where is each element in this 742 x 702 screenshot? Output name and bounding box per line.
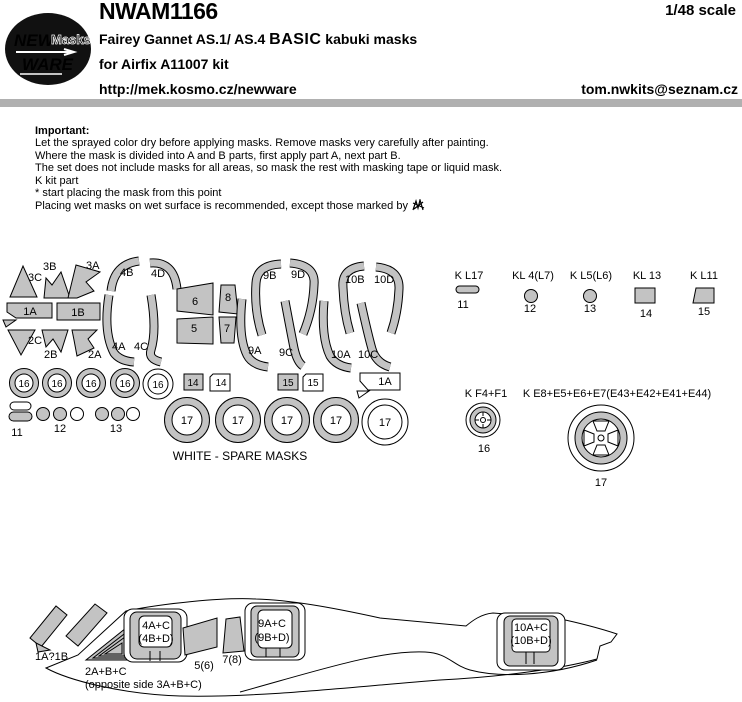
- wheel-hub-16: [465, 388, 508, 455]
- note-line: K kit part: [35, 174, 79, 187]
- kit-part-l17: [455, 270, 484, 311]
- kit-part-l5: [570, 270, 612, 315]
- ring-label-16: 16: [51, 379, 63, 390]
- placement-label-4bd: (4B+D): [138, 633, 174, 645]
- placement-label-10ac: 10A+C: [514, 622, 548, 634]
- mask-part-4a: [107, 295, 134, 362]
- kit-part-label: KL 13: [632, 270, 662, 282]
- mask-ring-17-gray: [265, 398, 310, 443]
- ring-label-17: 17: [329, 415, 343, 427]
- kit-part-l11: [690, 270, 718, 318]
- mask-part-5: [177, 317, 213, 344]
- mask-ring-17-white-spare: [362, 399, 408, 445]
- part-label-6: 6: [191, 296, 199, 308]
- placement-label-props: 1A?1B: [35, 651, 69, 663]
- part-label-4c: 4C: [134, 341, 149, 353]
- wheel-label: K E8+E5+E6+E7(E43+E42+E41+E44): [522, 388, 712, 400]
- scale-label: 1/48 scale: [665, 2, 736, 19]
- mask-ring-16-gray: [10, 369, 39, 398]
- part-label-2a: 2A: [88, 349, 102, 361]
- kit-part-number: 15: [697, 306, 711, 318]
- part-label-2b: 2B: [44, 349, 58, 361]
- placement-label-7: 7(8): [222, 654, 242, 666]
- kit-part-label: K L11: [690, 270, 718, 282]
- product-title: [99, 31, 417, 49]
- placement-label-2abc: 2A+B+C: [85, 666, 127, 678]
- part-label-3a: 3A: [86, 260, 100, 272]
- mask-part-4c: [134, 295, 161, 362]
- mask-part-7: [219, 317, 236, 343]
- mask-part-10d: [374, 267, 399, 333]
- mask-square-14-white-spare: [210, 374, 230, 391]
- note-line-wet: [35, 199, 595, 212]
- part-label-10b: 10B: [345, 274, 365, 286]
- part-label-9c: 9C: [279, 347, 294, 359]
- square-label-15: 15: [282, 378, 294, 389]
- kit-part-label: K L17: [454, 270, 484, 282]
- wheel-17: [523, 388, 711, 489]
- mask-dots-12: [37, 408, 84, 436]
- part-label-8: 8: [224, 292, 232, 304]
- placement-label-5: 5(6): [194, 660, 214, 672]
- logo-text-ware: WARE: [22, 55, 73, 74]
- part-label-5: 5: [190, 323, 198, 335]
- title-suffix: kabuki masks: [321, 31, 418, 47]
- part-label-9d: 9D: [291, 269, 306, 281]
- part-label-9a: 9A: [248, 345, 262, 357]
- mask-part-9c: [279, 301, 303, 366]
- mask-square-15-gray: [278, 374, 298, 390]
- mask-square-14-gray: [184, 374, 203, 390]
- placement-label-4ac: 4A+C: [142, 620, 170, 632]
- mask-ring-16-gray: [111, 369, 140, 398]
- part-label-2c: 2C: [28, 335, 43, 347]
- logo-text-new: NEW: [14, 31, 54, 50]
- placement-label-9bd: (9B+D): [254, 632, 290, 644]
- ring-label-16: 16: [152, 380, 164, 391]
- mask-part-1b: [57, 303, 100, 320]
- kit-subtitle: for Airfix A11007 kit: [99, 56, 229, 72]
- ring-label-17: 17: [180, 415, 194, 427]
- mask-part-6: [177, 283, 213, 315]
- wheel-number: 17: [594, 477, 608, 489]
- canopy-mask-10: [497, 613, 565, 670]
- mask-ring-16-gray: [77, 369, 106, 398]
- wheel-number: 16: [477, 443, 491, 455]
- important-notes: [35, 125, 595, 212]
- canopy-mask-9: [245, 603, 305, 660]
- ring-label-16: 16: [18, 379, 30, 390]
- kit-part-label: K L5(L6): [569, 270, 613, 282]
- product-code: NWAM1166: [99, 0, 218, 24]
- spare-label-1a: 1A: [378, 376, 392, 388]
- part-label-1b: 1B: [71, 307, 85, 319]
- title-basic: BASIC: [269, 31, 322, 48]
- mask-ring-17-gray: [314, 398, 359, 443]
- mask-part-3c: [10, 266, 42, 297]
- kit-part-label: KL 4(L7): [512, 270, 554, 282]
- mask-ring-17-gray: [165, 398, 210, 443]
- kit-part-number: 13: [583, 303, 597, 315]
- small-label-13: 13: [109, 423, 123, 435]
- placement-label-9ac: 9A+C: [258, 618, 286, 630]
- small-label-12: 12: [53, 423, 67, 435]
- part-label-3b: 3B: [43, 261, 57, 273]
- part-label-4d: 4D: [151, 268, 166, 280]
- part-label-4b: 4B: [120, 267, 134, 279]
- mask-ring-16-gray: [43, 369, 72, 398]
- mask-ring-16-white-spare: [143, 369, 173, 399]
- header-divider-bar: [0, 99, 742, 107]
- important-heading: Important:: [35, 125, 90, 137]
- kit-part-l13: [633, 270, 661, 320]
- newware-logo: [2, 6, 96, 90]
- kit-part-number: 12: [523, 303, 537, 315]
- wheel-label: K F4+F1: [464, 388, 508, 400]
- kit-part-l4: [512, 270, 554, 315]
- mask-ring-17-gray: [216, 398, 261, 443]
- mask-part-2b: [42, 330, 68, 361]
- small-label-11: 11: [11, 427, 23, 439]
- note-line: Where the mask is divided into A and B parts, first apply part A, next part B.: [35, 149, 401, 162]
- ring-label-17: 17: [378, 417, 392, 429]
- mask-part-9b: [256, 264, 281, 335]
- ring-label-16: 16: [85, 379, 97, 390]
- mask-dots-13: [96, 408, 140, 436]
- mask-part-2c: [8, 330, 42, 355]
- mask-part-3a: [68, 260, 100, 298]
- contact-email: tom.nwkits@seznam.cz: [581, 81, 738, 97]
- part-label-10d: 10D: [374, 274, 395, 286]
- note-line: * start placing the mask from this point: [35, 187, 222, 200]
- mask-part-3b: [43, 261, 70, 298]
- ring-label-16: 16: [119, 379, 131, 390]
- square-label-14: 14: [215, 378, 227, 389]
- part-label-1a: 1A: [23, 306, 37, 318]
- mask-square-15-white-spare: [303, 374, 323, 391]
- ring-label-17: 17: [231, 415, 245, 427]
- part-label-9b: 9B: [263, 270, 277, 282]
- square-label-14: 14: [187, 378, 199, 389]
- part-label-7: 7: [223, 323, 231, 335]
- mask-part-1a: [3, 303, 52, 327]
- mask-1a-white-spare: [357, 373, 400, 398]
- square-label-15: 15: [307, 378, 319, 389]
- spare-masks-caption: WHITE - SPARE MASKS: [172, 449, 308, 463]
- part-label-4a: 4A: [112, 341, 126, 353]
- part-label-10c: 10C: [358, 349, 379, 361]
- title-prefix: Fairey Gannet AS.1/ AS.4: [99, 31, 270, 47]
- note-line: The set does not include masks for all areas, so mask the rest with masking tape or liquid mask.: [35, 162, 503, 175]
- kit-part-number: 11: [457, 299, 469, 311]
- placement-label-3abc: (opposite side 3A+B+C): [85, 679, 202, 691]
- canopy-mask-4: [124, 609, 187, 662]
- fairing-mask-7: [222, 617, 244, 666]
- note-line-wet-text: Placing wet masks on wet surface is recommended, except those marked by: [35, 199, 408, 212]
- mask-part-4d: [150, 263, 177, 289]
- mask-part-4b: [111, 261, 139, 291]
- part-label-10a: 10A: [331, 349, 351, 361]
- aircraft-placement-diagram: [0, 585, 742, 702]
- mask-parts-diagram: [0, 255, 742, 505]
- placement-label-10bd: (10B+D): [510, 635, 552, 647]
- mask-part-2a: [72, 330, 102, 361]
- mask-part-8: [219, 285, 238, 314]
- note-line: Let the sprayed color dry before applying masks. Remove masks very carefully after painting.: [35, 137, 489, 150]
- kit-part-number: 14: [639, 308, 653, 320]
- mask-pills-11: [9, 402, 32, 439]
- website-url: http://mek.kosmo.cz/newware: [99, 81, 297, 97]
- mask-part-10c: [358, 303, 390, 367]
- logo-text-masks: Masks: [51, 32, 91, 47]
- part-label-3c: 3C: [28, 272, 43, 284]
- ring-label-17: 17: [280, 415, 294, 427]
- wet-warning-icon: [411, 199, 426, 212]
